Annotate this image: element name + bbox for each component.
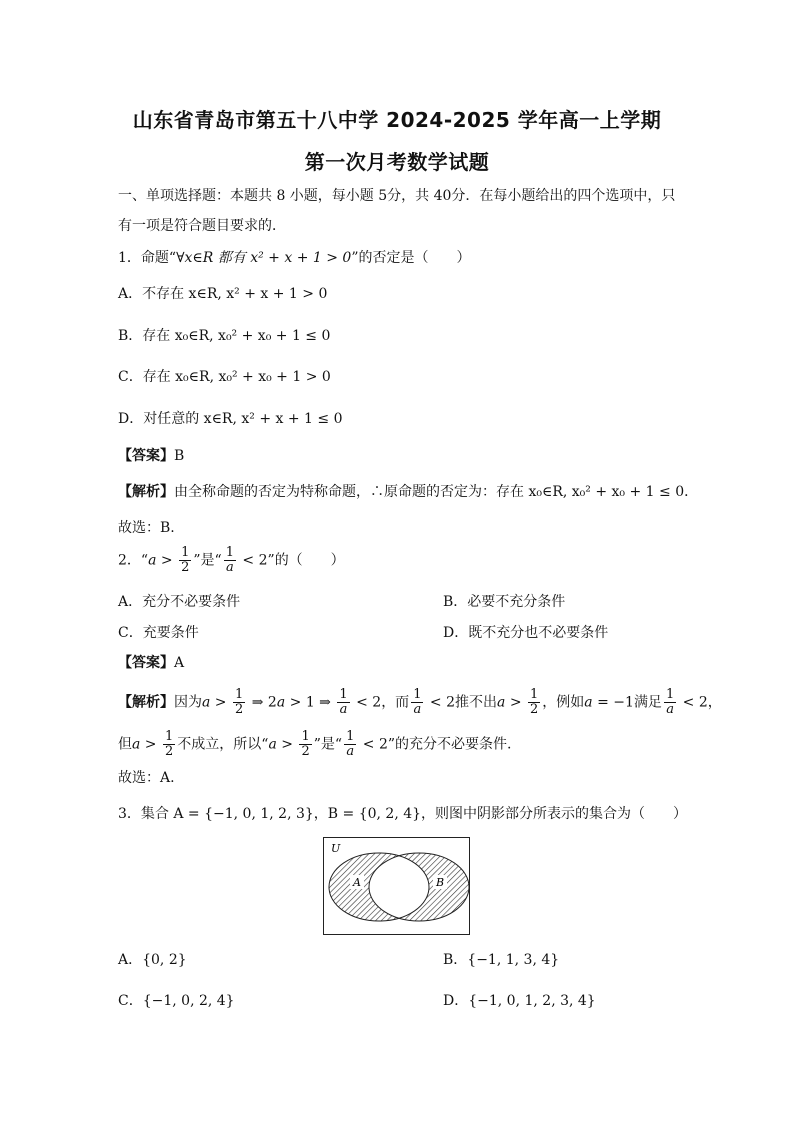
q1-stem-math: ∀x∈R 都有 x² + x + 1 > 0 bbox=[176, 250, 352, 266]
label-a: A bbox=[353, 876, 361, 889]
q3-option-b: B．{−1, 1, 3, 4} bbox=[443, 952, 560, 968]
q2-stem-tail: 的（ ） bbox=[274, 552, 345, 569]
analysis-text: ， bbox=[707, 694, 722, 711]
analysis-text: 由全称命题的否定为特称命题，∴原命题的否定为：存在 x₀∈R, x₀² + x₀ + 1 ≤ 0． bbox=[174, 484, 699, 500]
q2-analysis-line-2: 但a > $\frac{1}{2}$ 不成立，所以“a > $\frac{1}{2}$ ”是“ $\frac{1}{a}$ < 2”的充分不必要条件. bbox=[118, 729, 512, 759]
answer-value: B bbox=[174, 448, 185, 464]
q1-option-c: C．存在 x₀∈R, x₀² + x₀ + 1 > 0 bbox=[118, 369, 331, 385]
analysis-text: ”的充分不必要条件. bbox=[387, 736, 512, 753]
q2-analysis-line-1: 【解析】因为a > $\frac{1}{2}$ ⇒ 2a > 1 ⇒ $\frac{1}{a}$ < 2，而 $\frac{1}{a}$ < 2推不出a > $\frac{1}{2}$ ，例如a = −1满足 $\frac{1}{a}$ < 2， bbox=[118, 687, 722, 717]
q1-stem bbox=[118, 248, 471, 268]
analysis-label: 【解析】 bbox=[118, 484, 174, 500]
analysis-text: 但 bbox=[118, 736, 132, 753]
q1-stem-b: ”的否定是（ ） bbox=[351, 250, 471, 266]
fraction: $\frac{1}{a}$ bbox=[665, 687, 675, 717]
q1-conclusion: 故选：B. bbox=[118, 520, 175, 536]
analysis-text: 推不出 bbox=[455, 694, 498, 711]
label-b: B bbox=[436, 876, 445, 889]
q1-answer bbox=[118, 446, 184, 466]
venn-diagram bbox=[323, 837, 470, 935]
analysis-label: 【解析】 bbox=[118, 694, 174, 711]
fraction: $\frac{1}{2}$ bbox=[235, 687, 244, 717]
analysis-text: ”是“ bbox=[313, 736, 343, 753]
fraction: $\frac{1}{a}$ bbox=[339, 687, 348, 717]
q2-stem: 2．“a > $\frac{1}{2}$ ”是“ $\frac{1}{a}$ < 2”的（ ） bbox=[118, 545, 345, 575]
q3-option-a: A．{0, 2} bbox=[118, 952, 187, 968]
fraction: $\frac{1}{2}$ bbox=[165, 729, 174, 759]
q3-stem: 3．集合 A = {−1, 0, 1, 2, 3}，B = {0, 2, 4}，则图中阴影部分所表示的集合为（ ） bbox=[118, 806, 688, 822]
q1-option-b: B．存在 x₀∈R, x₀² + x₀ + 1 ≤ 0 bbox=[118, 328, 331, 344]
label-u: U bbox=[331, 842, 341, 855]
analysis-text: 不成立，所以“ bbox=[177, 736, 269, 753]
answer-value: A bbox=[174, 655, 185, 671]
answer-label: 【答案】 bbox=[118, 448, 174, 464]
title-line-1: 山东省青岛市第五十八中学 2024-2025 学年高一上学期 bbox=[132, 108, 662, 132]
fraction: $\frac{1}{2}$ bbox=[181, 545, 190, 575]
q1-analysis bbox=[118, 482, 698, 502]
title-line-2: 第一次月考数学试题 bbox=[304, 150, 490, 174]
q2-option-b: B．必要不充分条件 bbox=[443, 594, 566, 610]
section-heading-cont: 有一项是符合题目要求的． bbox=[118, 218, 286, 234]
fraction: $\frac{1}{2}$ bbox=[301, 729, 310, 759]
q2-conclusion: 故选：A. bbox=[118, 770, 175, 786]
fraction: $\frac{1}{a}$ bbox=[413, 687, 422, 717]
q1-option-d: D．对任意的 x∈R, x² + x + 1 ≤ 0 bbox=[118, 411, 343, 427]
analysis-text: 满足 bbox=[633, 694, 662, 711]
q2-answer bbox=[118, 653, 184, 673]
answer-label: 【答案】 bbox=[118, 655, 174, 671]
q3-option-d: D．{−1, 0, 1, 2, 3, 4} bbox=[443, 993, 596, 1009]
q1-option-a: A．不存在 x∈R, x² + x + 1 > 0 bbox=[118, 286, 328, 302]
analysis-text: ，而 bbox=[381, 694, 410, 711]
analysis-text: 因为 bbox=[174, 694, 202, 711]
fraction: $\frac{1}{a}$ bbox=[346, 729, 355, 759]
q1-stem-a: 1．命题“ bbox=[118, 250, 177, 266]
q2-option-c: C．充要条件 bbox=[118, 625, 199, 641]
fraction: $\frac{1}{a}$ bbox=[225, 545, 234, 575]
q2-num: 2． bbox=[118, 552, 141, 569]
fraction: $\frac{1}{2}$ bbox=[530, 687, 539, 717]
q3-option-c: C．{−1, 0, 2, 4} bbox=[118, 993, 235, 1009]
q2-option-a: A．充分不必要条件 bbox=[118, 594, 241, 610]
section-heading: 一、单项选择题：本题共 8 小题，每小题 5分，共 40分．在每小题给出的四个选项中，只 bbox=[118, 188, 676, 204]
q2-option-d: D．既不充分也不必要条件 bbox=[443, 625, 609, 641]
analysis-text: ，例如 bbox=[542, 694, 585, 711]
